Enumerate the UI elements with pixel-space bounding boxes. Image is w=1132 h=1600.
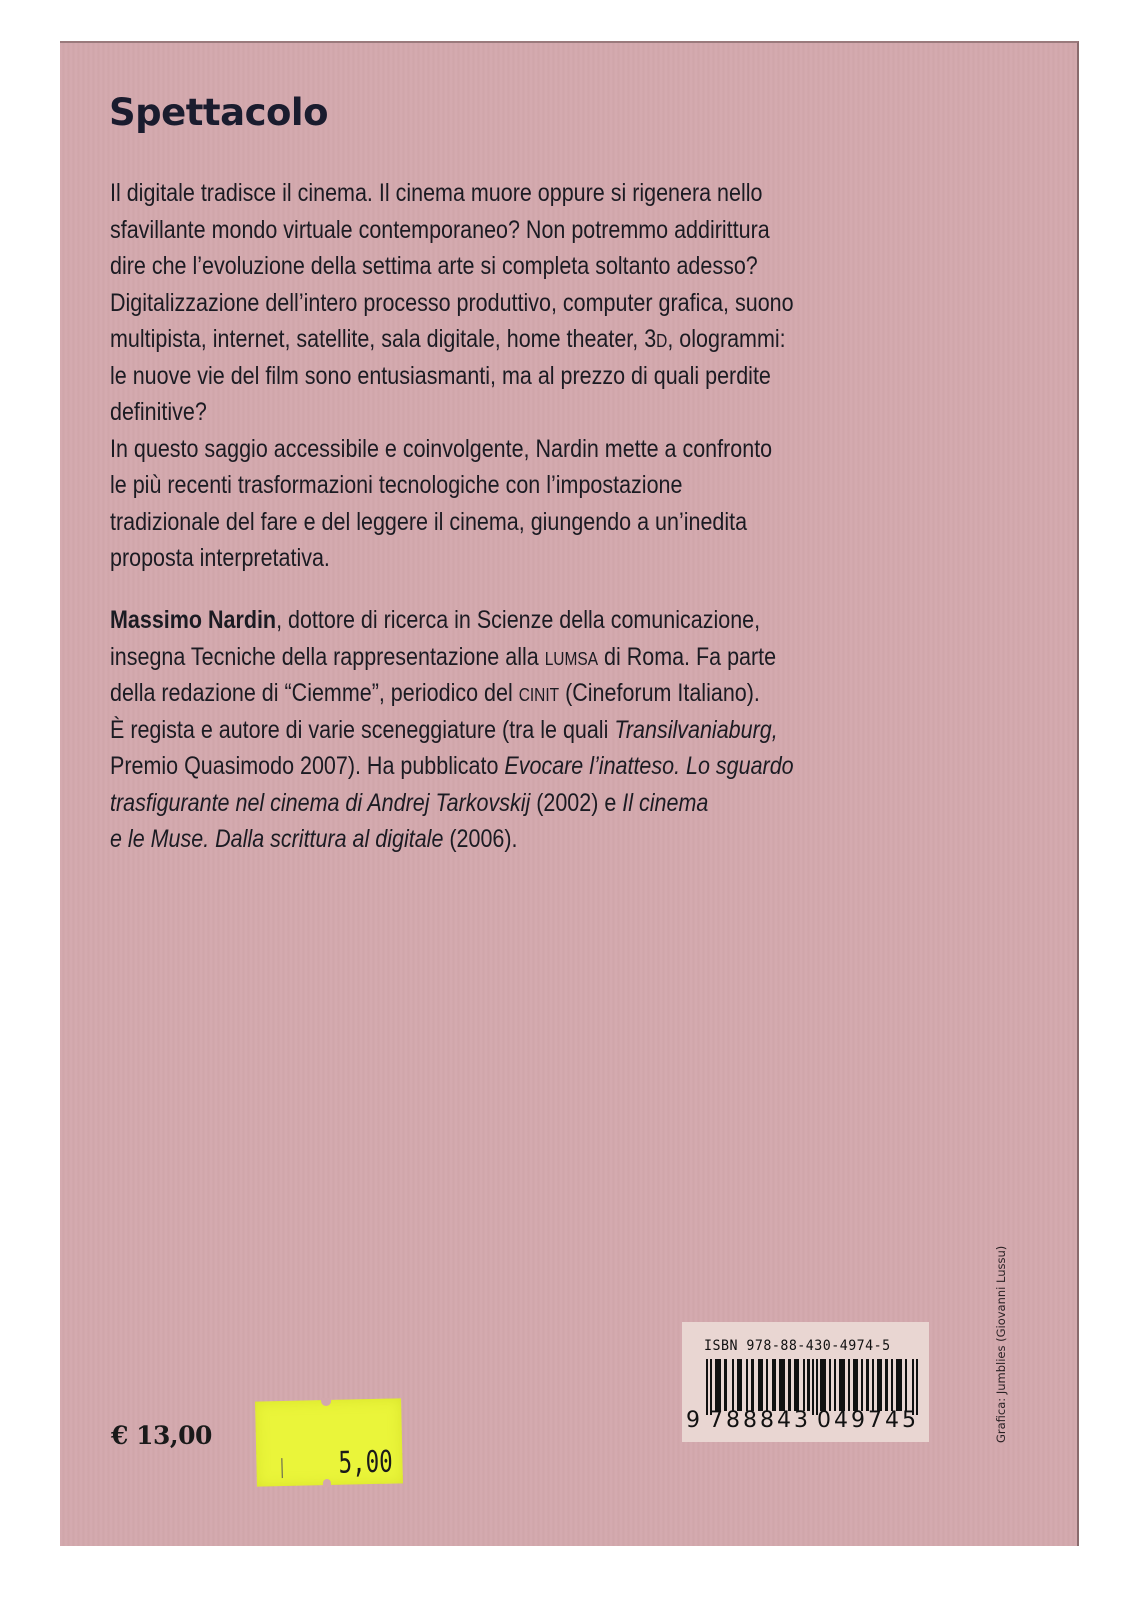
bio-line xyxy=(110,712,944,749)
isbn-label: ISBN 978-88-430-4974-5 xyxy=(704,1338,891,1354)
text: , ologrammi: xyxy=(667,325,786,353)
small-caps-3d: 3d xyxy=(644,325,668,353)
text: di Roma. Fa parte xyxy=(598,642,777,671)
blurb-line: sfavillante mondo virtuale contemporaneo? Non potremmo addirittura xyxy=(110,215,770,244)
book-back-cover xyxy=(60,41,1079,1546)
italic-title: Il cinema xyxy=(622,788,709,817)
ean-right-group: 049745 xyxy=(816,1408,919,1433)
text: (2002) e xyxy=(530,788,623,817)
ean-first-digit: 9 xyxy=(686,1408,703,1433)
price-sticker xyxy=(255,1398,403,1486)
italic-title: Transilvaniaburg, xyxy=(614,715,778,744)
blurb-line: In questo saggio accessibile e coinvolgente, Nardin mette a confronto xyxy=(110,434,773,463)
author-name: Massimo Nardin xyxy=(110,606,277,634)
sticker-price: 5,00 xyxy=(337,1444,393,1481)
sticker-notch xyxy=(321,1398,331,1406)
bio-line xyxy=(110,748,944,785)
isbn-barcode xyxy=(682,1322,929,1442)
bio-line xyxy=(110,785,944,822)
design-credit: Grafica: Jumblies (Giovanni Lussu) xyxy=(994,1245,1008,1443)
blurb-line: le più recenti trasformazioni tecnologiche con l’impostazione xyxy=(110,471,683,499)
ean-left-group: 788843 xyxy=(709,1408,811,1433)
blurb-paragraph xyxy=(110,175,944,577)
bio-line xyxy=(110,675,944,712)
blurb-line xyxy=(110,321,944,358)
text: (Cineforum Italiano). xyxy=(559,679,760,707)
barcode-icon xyxy=(706,1359,918,1415)
blurb-line: Il digitale tradisce il cinema. Il cinema muore oppure si rigenera nello xyxy=(110,179,763,207)
sticker-mark xyxy=(281,1458,282,1478)
author-bio xyxy=(110,602,944,858)
blurb-line: dire che l’evoluzione della settima arte si completa soltanto adesso? xyxy=(110,252,758,280)
text: , dottore di ricerca in Scienze della comunicazione, xyxy=(276,606,761,634)
ean-number xyxy=(686,1408,919,1433)
italic-title: e le Muse. Dalla scrittura al digitale xyxy=(110,825,444,853)
blurb-line: definitive? xyxy=(110,398,207,426)
bio-line xyxy=(110,602,944,639)
small-caps-cinit: cinit xyxy=(518,679,560,707)
blurb-line: Digitalizzazione dell’intero processo produttivo, computer grafica, suono xyxy=(110,288,794,317)
series-title: Spettacolo xyxy=(109,91,329,134)
bio-line xyxy=(110,821,944,858)
text: (2006). xyxy=(443,825,518,853)
text: della redazione di “Ciemme”, periodico del xyxy=(110,679,519,707)
text: Premio Quasimodo 2007). Ha pubblicato xyxy=(110,752,505,780)
text: È regista e autore di varie sceneggiature (tra le quali xyxy=(110,715,615,744)
sticker-notch xyxy=(323,1479,331,1487)
small-caps-lumsa: lumsa xyxy=(544,642,599,671)
text: multipista, internet, satellite, sala digitale, home theater, xyxy=(110,325,645,353)
blurb-line: tradizionale del fare e del leggere il cinema, giungendo a un’inedita xyxy=(110,507,748,536)
italic-title: trasfigurante nel cinema di Andrej Tarkovskij xyxy=(110,788,531,817)
bio-line xyxy=(110,639,944,676)
text: insegna Tecniche della rappresentazione alla xyxy=(110,642,545,671)
blurb-line: proposta interpretativa. xyxy=(110,544,330,572)
italic-title: Evocare l’inatteso. Lo sguardo xyxy=(504,752,794,780)
cover-price: € 13,00 xyxy=(111,1421,212,1450)
blurb-line: le nuove vie del film sono entusiasmanti, ma al prezzo di quali perdite xyxy=(110,361,771,390)
